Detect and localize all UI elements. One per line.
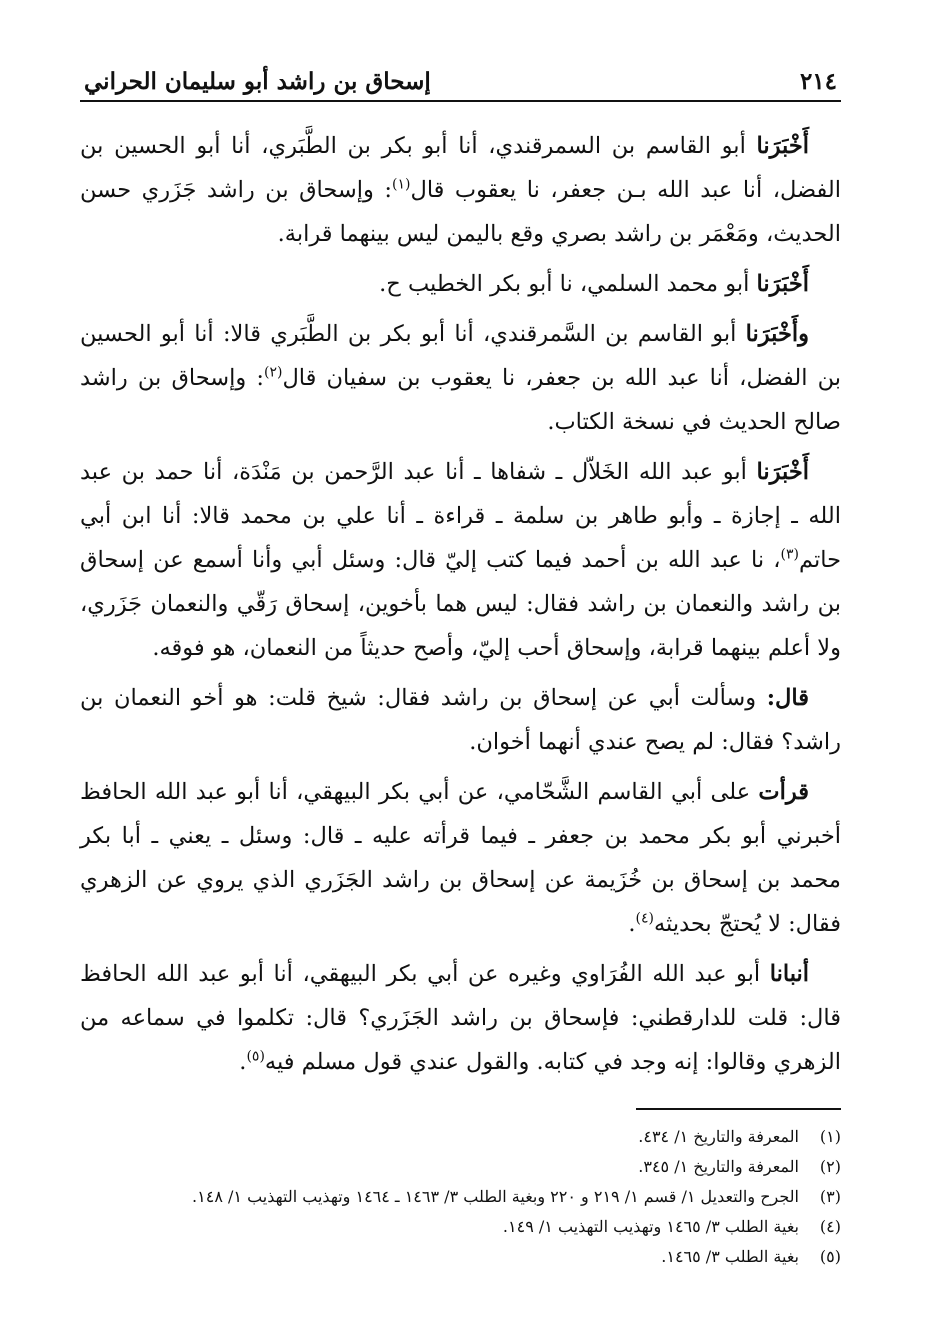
footnote-number: (٣): [819, 1186, 841, 1206]
paragraph-lead-word: أَخْبَرَنا: [756, 270, 809, 297]
paragraph-text: : وإسحاق بن راشد صالح الحديث في نسخة الكتاب.: [80, 364, 841, 435]
footnote-text: بغية الطلب ٣/ ١٤٦٥.: [661, 1246, 799, 1266]
footnote-reference: (٢): [263, 364, 283, 381]
footnote-text: الجرح والتعديل ١/ قسم ١/ ٢١٩ و ٢٢٠ وبغية الطلب ٣/ ١٤٦٣ ـ ١٤٦٤ وتهذيب التهذيب ١/ ١٤٨.: [192, 1186, 799, 1206]
paragraph-text: : وإسحاق بن راشد جَزَري حسن الحديث، ومَعْمَر بن راشد بصري وقع باليمن ليس بينهما قرابة.: [80, 176, 841, 247]
paragraph-lead-word: أَخْبَرَنا: [756, 132, 809, 159]
paragraph-lead-word: أَخْبَرَنا: [756, 458, 809, 485]
paragraph-text: أبو القاسم بن السمرقندي، أنا أبو بكر بن الطَّبَري، أنا أبو الحسين بن الفضل، أنا عبد الله بـن جعفر، نا يعقوب قال: [80, 132, 842, 203]
paragraph-text: أبو القاسم بن السَّمرقندي، أنا أبو بكر بن الطَّبَري قالا: أنا أبو الحسين بن الفضل، أنا عبد الله بن جعفر، نا يعقوب بن سفيان قال: [80, 320, 842, 391]
footnote-text: المعرفة والتاريخ ١/ ٤٣٤.: [638, 1126, 799, 1146]
paragraph-text: ، نا عبد الله بن أحمد فيما كتب إليّ قال: وسئل أبي وأنا أسمع عن إسحاق بن راشد والنعمان بن راشد فقال: ليس هما بأخوين، إسحاق رَقّي والنعمان جَزَري، ولا أعلم بينهما قرابة، وإسحاق أحب إليّ، وأصح حديثاً من النعمان، هو فوقه.: [80, 546, 841, 661]
footnote-divider: [636, 1108, 841, 1110]
page-header: [80, 68, 841, 102]
paragraph-text: أبو محمد السلمي، نا أبو بكر الخطيب ح.: [379, 270, 757, 297]
paragraph-text: أبو عبد الله الفُرَاوي وغيره عن أبي بكر البيهقي، أنا أبو عبد الله الحافظ قال: قلت للدارقطني: فإسحاق بن راشد الجَزَري؟ قال: تكلموا في سماعه من الزهري وقالوا: إنه وجد في كتابه. والقول عندي قول مسلم فيه: [80, 960, 841, 1075]
paragraph-lead-word: قال:: [766, 684, 809, 711]
footnote: [80, 1182, 841, 1212]
page-number: ٢١٤: [799, 68, 837, 95]
footnotes: [80, 1122, 841, 1272]
footnote-text: بغية الطلب ٣/ ١٤٦٥ وتهذيب التهذيب ١/ ١٤٩.: [502, 1216, 799, 1236]
footnote-text: المعرفة والتاريخ ١/ ٣٤٥.: [638, 1156, 799, 1176]
running-title: إسحاق بن راشد أبو سليمان الحراني: [84, 68, 431, 95]
paragraph-lead-word: أنبانا: [769, 960, 809, 987]
paragraph: [80, 312, 841, 444]
paragraph-text: أبو عبد الله الخَلاّل ـ شفاها ـ أنا عبد الرَّحمن بن مَنْدَة، أنا حمد بن عبد الله ـ إجازة ـ وأبو طاهر بن سلمة ـ قراءة ـ أنا علي بن محمد قالا: أنا ابن أبي حاتم: [80, 458, 841, 573]
paragraph: [80, 952, 841, 1084]
paragraph-lead-word: قرأت: [758, 778, 809, 805]
paragraph: [80, 124, 841, 256]
footnote: [80, 1152, 841, 1182]
footnote-reference: (٤): [635, 910, 654, 927]
main-text: [80, 124, 841, 1084]
footnote-number: (٢): [819, 1156, 841, 1176]
footnote-number: (٥): [819, 1246, 841, 1266]
paragraph-text: وسألت أبي عن إسحاق بن راشد فقال: شيخ قلت: هو أخو النعمان بن راشد؟ فقال: لم يصح عندي أنهما أخوان.: [80, 684, 841, 755]
paragraph: [80, 676, 841, 764]
footnote: [80, 1242, 841, 1272]
paragraph-lead-word: وأَخْبَرَنا: [745, 320, 809, 347]
footnote-number: (١): [819, 1126, 841, 1146]
footnote-reference: (١): [392, 176, 411, 193]
paragraph-text: .: [628, 910, 636, 937]
paragraph: [80, 770, 841, 946]
footnote-reference: (٥): [246, 1048, 265, 1065]
footnote-number: (٤): [819, 1216, 841, 1236]
footnote: [80, 1212, 841, 1242]
paragraph: [80, 450, 841, 670]
paragraph-text: .: [239, 1048, 247, 1075]
paragraph-text: على أبي القاسم الشَّحّامي، عن أبي بكر البيهقي، أنا أبو عبد الله الحافظ أخبرني أبو بكر محمد بن جعفر ـ فيما قرأته عليه ـ قال: وسئل ـ يعني ـ أبا بكر محمد بن إسحاق بن خُزَيمة عن إسحاق بن راشد الجَزَري الذي يروي عن الزهري فقال: لا يُحتجّ بحديثه: [80, 778, 841, 937]
paragraph: [80, 262, 841, 306]
footnote: [80, 1122, 841, 1152]
footnote-reference: (٣): [780, 546, 799, 563]
